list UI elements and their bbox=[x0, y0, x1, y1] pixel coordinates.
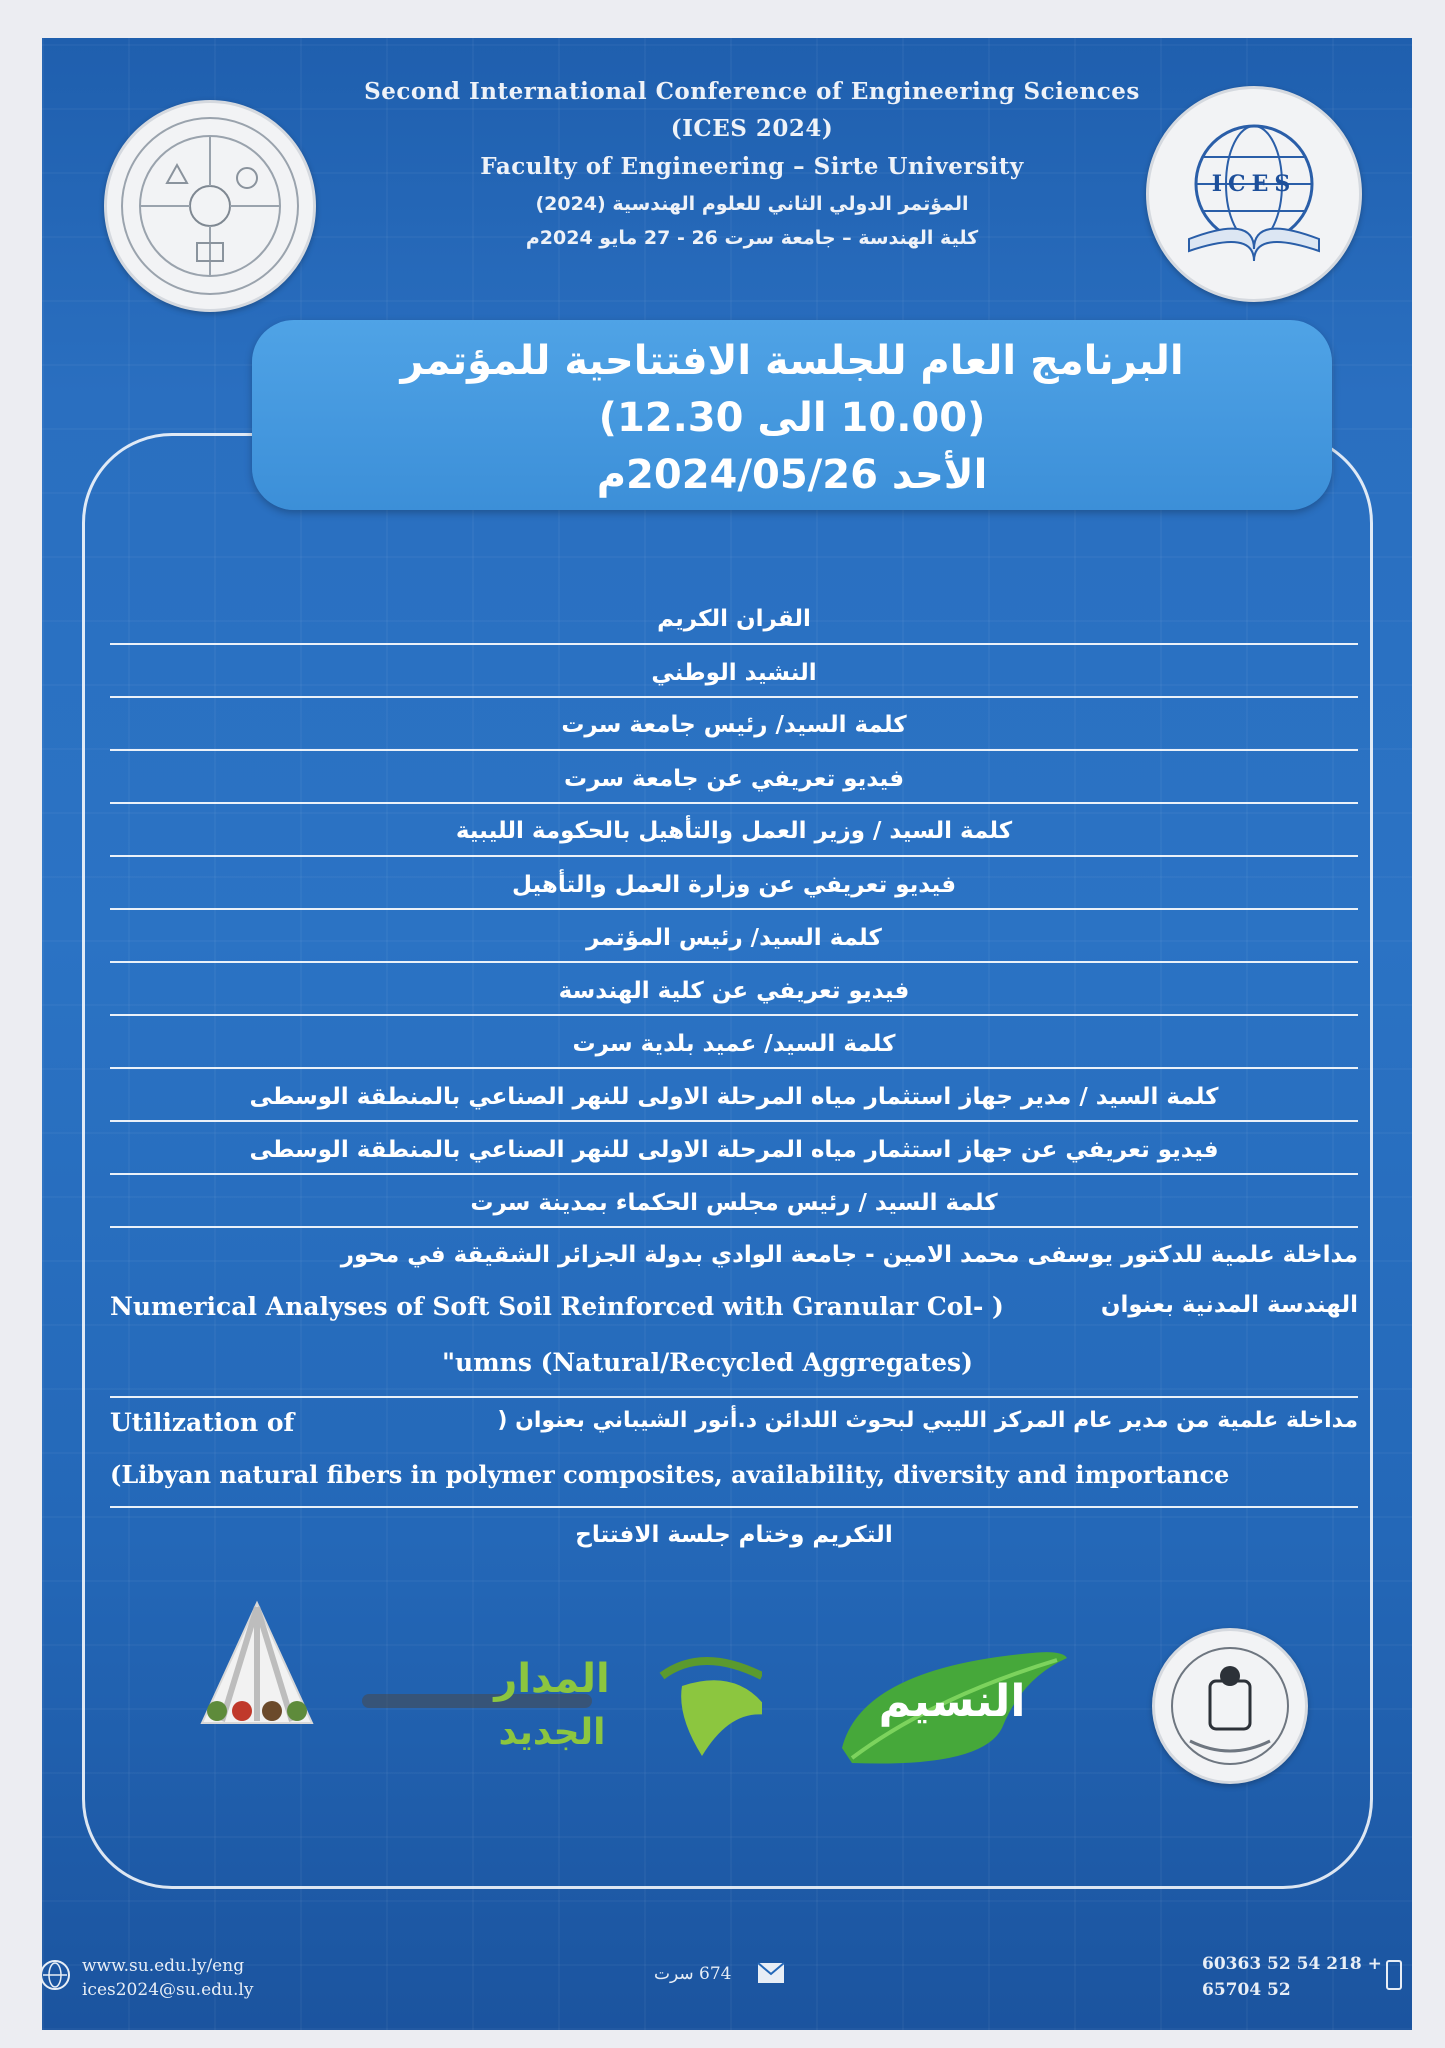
footer-pobox: 674 سرت bbox=[654, 1964, 732, 1984]
divider bbox=[110, 1067, 1358, 1069]
talk1-title-part1: Numerical Analyses of Soft Soil Reinforced with Granular Col- ) bbox=[110, 1292, 1004, 1321]
alnaseem-sponsor-logo bbox=[832, 1638, 1072, 1778]
divider bbox=[110, 749, 1358, 751]
header-en-line3: Faculty of Engineering – Sirte University bbox=[480, 153, 1024, 180]
agenda-item: كلمة السيد/ رئيس المؤتمر bbox=[586, 925, 882, 951]
almadar-name-line2: الجديد bbox=[498, 1712, 606, 1753]
closing-item: التكريم وختام جلسة الافتتاح bbox=[575, 1522, 893, 1548]
envelope-icon bbox=[757, 1962, 785, 1984]
globe-icon bbox=[42, 1960, 70, 1990]
program-time: (10.00 الى 12.30) bbox=[598, 395, 986, 441]
agenda-item: فيديو تعريفي عن وزارة العمل والتأهيل bbox=[511, 872, 957, 898]
talk1-line1: مداخلة علمية للدكتور يوسفى محمد الامين - جامعة الوادي بدولة الجزائر الشقيقة في محور bbox=[340, 1242, 1358, 1268]
sponsor-emblem-logo bbox=[182, 1593, 332, 1743]
divider bbox=[110, 1506, 1358, 1508]
agenda-item: فيديو تعريفي عن جهاز استثمار مياه المرحلة الاولى للنهر الصناعي بالمنطقة الوسطى bbox=[249, 1137, 1219, 1163]
faculty-seal-logo bbox=[104, 100, 316, 312]
talk1-line2 bbox=[110, 1292, 1358, 1321]
talk1-title-part2: "umns (Natural/Recycled Aggregates) bbox=[442, 1348, 973, 1377]
municipality-seal-logo bbox=[1152, 1628, 1308, 1784]
footer-phone-2: 65704 52 bbox=[1202, 1980, 1291, 2000]
almadar-sponsor-logo bbox=[362, 1646, 762, 1776]
divider bbox=[110, 802, 1358, 804]
divider bbox=[110, 1173, 1358, 1175]
talk2-line1 bbox=[110, 1408, 1358, 1437]
divider bbox=[110, 643, 1358, 645]
talk1-label: الهندسة المدنية بعنوان bbox=[1100, 1292, 1358, 1318]
phone-icon bbox=[1386, 1960, 1402, 1990]
talk2-title-part2: (Libyan natural fibers in polymer composites, availability, diversity and importance bbox=[110, 1460, 1230, 1489]
divider bbox=[110, 696, 1358, 698]
header-en-line2: (ICES 2024) bbox=[670, 115, 834, 142]
divider bbox=[110, 1396, 1358, 1398]
agenda-item: كلمة السيد / رئيس مجلس الحكماء بمدينة سرت bbox=[470, 1190, 998, 1216]
agenda-item: فيديو تعريفي عن كلية الهندسة bbox=[558, 978, 910, 1004]
header-ar-line2: كلية الهندسة – جامعة سرت 26 - 27 مايو 2024م bbox=[525, 227, 979, 249]
talk2-label: مداخلة علمية من مدير عام المركز الليبي لبحوث اللدائن د.أنور الشيباني بعنوان ( bbox=[497, 1408, 1358, 1433]
agenda-item: النشيد الوطني bbox=[651, 660, 817, 686]
divider bbox=[110, 855, 1358, 857]
agenda-item: القران الكريم bbox=[657, 606, 811, 632]
divider bbox=[110, 961, 1358, 963]
agenda-item: كلمة السيد / وزير العمل والتأهيل بالحكومة الليبية bbox=[455, 818, 1013, 844]
ices-seal-text: ICES bbox=[1211, 171, 1297, 197]
divider bbox=[110, 1014, 1358, 1016]
almadar-name-line1: المدار bbox=[494, 1656, 610, 1702]
divider bbox=[110, 1226, 1358, 1228]
program-date: الأحد 2024/05/26م bbox=[596, 452, 988, 498]
footer-email[interactable]: ices2024@su.edu.ly bbox=[82, 1980, 254, 2000]
divider bbox=[110, 1120, 1358, 1122]
agenda-item: فيديو تعريفي عن جامعة سرت bbox=[563, 766, 905, 792]
alnaseem-name: النسيم bbox=[878, 1676, 1026, 1727]
program-title: البرنامج العام للجلسة الافتتاحية للمؤتمر bbox=[400, 338, 1184, 384]
title-box bbox=[252, 320, 1332, 510]
header-en-line1: Second International Conference of Engineering Sciences bbox=[364, 78, 1140, 105]
header-ar-line1: المؤتمر الدولي الثاني للعلوم الهندسية (2024) bbox=[535, 193, 969, 215]
agenda-item: كلمة السيد/ عميد بلدية سرت bbox=[572, 1031, 896, 1057]
divider bbox=[110, 908, 1358, 910]
footer-website[interactable]: www.su.edu.ly/eng bbox=[82, 1956, 245, 1976]
conference-poster bbox=[42, 38, 1412, 2030]
agenda-item: كلمة السيد/ رئيس جامعة سرت bbox=[561, 712, 907, 738]
talk2-title-part1: Utilization of bbox=[110, 1408, 295, 1437]
footer-phone-1: 60363 52 54 218 + bbox=[1202, 1954, 1382, 1974]
agenda-item: كلمة السيد / مدير جهاز استثمار مياه المرحلة الاولى للنهر الصناعي بالمنطقة الوسطى bbox=[249, 1084, 1219, 1110]
